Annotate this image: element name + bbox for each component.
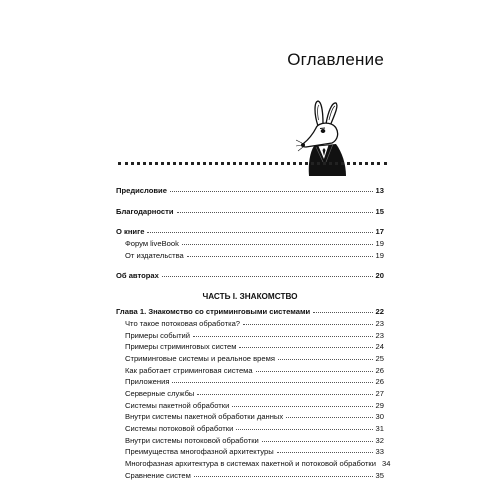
toc-entry-label: Примеры стриминговых систем [125,342,237,352]
toc-subentry[interactable] [116,412,384,424]
toc-subentry[interactable] [116,319,384,331]
toc-entry-page: 23 [375,318,384,328]
table-of-contents [116,186,391,482]
dotted-separator [118,162,387,165]
part-heading: ЧАСТЬ I. ЗНАКОМСТВО [202,292,298,302]
toc-entry-label: Внутри системы пакетной обработки данных [125,412,284,422]
toc-entry-label: О книге [116,227,145,237]
toc-entry-preface[interactable] [116,186,384,198]
leader-dots [286,417,372,418]
leader-dots [256,371,373,372]
toc-entry-label: Системы потоковой обработки [125,424,234,433]
toc-subentry[interactable] [116,401,384,413]
leader-dots [194,476,373,477]
toc-entry-page: 31 [375,424,384,433]
leader-dots [182,244,373,245]
toc-entry-page: 23 [375,330,384,340]
toc-entry-label: Многофазная архитектура в системах пакетной и потоковой обработки [125,459,376,469]
leader-dots [243,324,373,325]
toc-entry-label: Глава 1. Знакомство со стриминговыми системами [116,307,311,317]
toc-entry-page: 35 [375,470,384,480]
leader-dots [278,359,373,360]
toc-entry-page: 22 [375,307,384,317]
toc-entry-label: Преимущества многофазной архитектуры [125,447,274,457]
toc-entry-page: 32 [375,435,384,445]
toc-entry-label: Системы пакетной обработки [125,400,230,410]
toc-entry-page: 13 [375,186,384,195]
leader-dots [232,406,372,407]
leader-dots [236,429,372,430]
leader-dots [177,212,373,213]
toc-entry-page: 27 [375,388,384,398]
leader-dots [262,441,373,442]
toc-subentry[interactable] [116,389,384,401]
toc-entry-label: Сравнение систем [125,470,191,480]
toc-entry-page: 17 [375,227,384,237]
toc-entry-page: 29 [375,400,384,410]
toc-entry-page: 33 [375,447,384,457]
toc-subentry[interactable] [116,447,384,459]
leader-dots [197,394,372,395]
toc-subentry[interactable] [116,436,384,448]
toc-subentry[interactable] [116,239,384,251]
toc-entry-label: Предисловие [116,186,167,195]
toc-entry-label: Серверные службы [125,388,195,398]
toc-entry-label: Примеры событий [125,330,191,340]
page-title: Оглавление [287,50,384,69]
toc-entry-label: Форум liveBook [125,239,179,249]
leader-dots [147,232,372,233]
leader-dots [187,256,373,257]
toc-entry-label: Что такое потоковая обработка? [125,318,241,328]
toc-subentry[interactable] [116,366,384,378]
toc-entry-page: 19 [375,250,384,260]
leader-dots [313,312,372,313]
toc-entry-page: 19 [375,239,384,249]
leader-dots [277,452,373,453]
toc-subentry[interactable] [116,377,384,389]
toc-entry-about-book[interactable] [116,227,384,239]
toc-entry-page: 26 [375,377,384,387]
toc-entry-page: 20 [375,271,384,281]
toc-entry-chapter-1[interactable] [116,307,384,319]
toc-entry-label: Внутри системы потоковой обработки [125,435,259,445]
leader-dots [193,336,373,337]
toc-subentry[interactable] [116,424,384,436]
toc-entry-label: Благодарности [116,206,174,216]
toc-subentry[interactable] [116,342,384,354]
toc-entry-page: 24 [375,342,384,352]
toc-entry-label: Стриминговые системы и реальное время [125,353,275,363]
toc-entry-label: Об авторах [116,271,159,281]
leader-dots [172,382,372,383]
toc-subentry[interactable] [116,354,384,366]
toc-subentry[interactable] [116,251,384,263]
toc-entry-page: 30 [375,412,384,422]
toc-subentry[interactable] [116,331,384,343]
leader-dots [170,191,373,192]
toc-entry-page: 34 [382,459,391,469]
toc-subentry[interactable] [116,459,391,471]
toc-entry-authors[interactable] [116,271,384,283]
toc-entry-page: 15 [375,206,384,216]
toc-entry-label: Приложения [125,377,170,387]
toc-entry-page: 26 [375,365,384,375]
toc-entry-acknowledgements[interactable] [116,207,384,219]
toc-entry-label: Как работает стриминговая система [125,365,253,375]
leader-dots [239,347,372,348]
toc-entry-label: От издательства [125,250,184,260]
leader-dots [162,276,373,277]
toc-entry-page: 25 [375,353,384,363]
toc-subentry[interactable] [116,471,384,483]
